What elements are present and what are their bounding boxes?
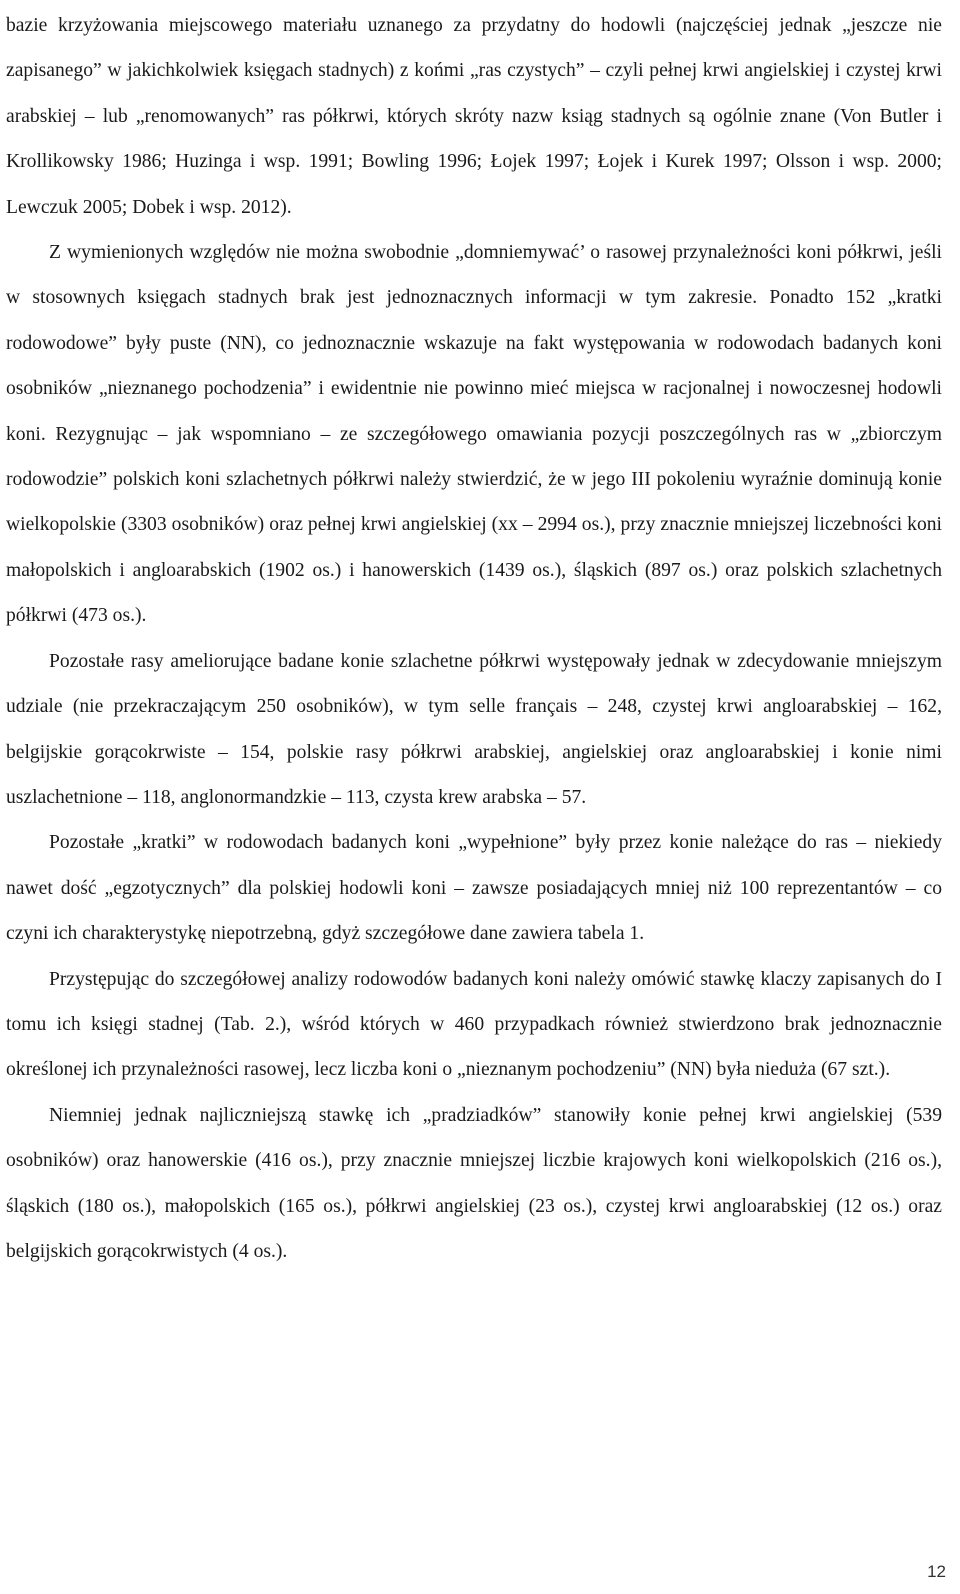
paragraph-breed-affiliation: Z wymienionych względów nie można swobodnie „domniemywać’ o rasowej przynależności koni półkrwi, jeśli w stosownych księgach stadnych brak jest jednoznacznych informacji w tym zakresie. Ponadto 152 „kratki rodowodowe” były puste (NN), co jednoznacznie wskazuje na fakt występowania w rodowodach badanych koni osobników „nieznanego pochodzenia” i ewidentnie nie powinno mieć miejsca w racjonalnej i nowoczesnej hodowli koni. Rezygnując – jak wspomniano – ze szczegółowego omawiania pozycji poszczególnych ras w „zbiorczym rodowodzie” polskich koni szlachetnych półkrwi należy stwierdzić, że w jego III pokoleniu wyraźnie dominują konie wielkopolskie (3303 osobników) oraz pełnej krwi angielskiej (xx – 2994 os.), przy znacznie mniejszej liczebności koni małopolskich i angloarabskich (1902 os.) i hanowerskich (1439 os.), śląskich (897 os.) oraz polskich szlachetnych półkrwi (473 os.). bbox=[6, 242, 942, 627]
paragraph-other-breeds: Pozostałe rasy ameliorujące badane konie szlachetne półkrwi występowały jednak w zdecydowanie mniejszym udziale (nie przekraczającym 250 osobników), w tym selle français – 248, czystej krwi angloarabskiej – 162, belgijskie gorącokrwiste – 154, polskie rasy półkrwi arabskiej, angielskiej oraz angloarabskiej i konie nimi uszlachetnione – 118, anglonormandzkie – 113, czysta krew arabska – 57. bbox=[6, 650, 942, 808]
paragraph-great-grandsires: Niemniej jednak najliczniejszą stawkę ich „pradziadków” stanowiły konie pełnej krwi angielskiej (539 osobników) oraz hanowerskie (416 os.), przy znacznie mniejszej liczbie krajowych koni wielkopolskich (216 os.), śląskich (180 os.), małopolskich (165 os.), półkrwi angielskiej (23 os.), czystej krwi angloarabskiej (12 os.) oraz belgijskich gorącokrwistych (4 os.). bbox=[6, 1104, 942, 1262]
paragraph-continuation: bazie krzyżowania miejscowego materiału uznanego za przydatny do hodowli (najczęściej jednak „jeszcze nie zapisanego” w jakichkolwiek księgach stadnych) z końmi „ras czystych” – czyli pełnej krwi angielskiej i czystej krwi arabskiej – lub „renomowanych” ras półkrwi, których skróty nazw ksiąg stadnych są ogólnie znane (Von Butler i Krollikowsky 1986; Huzinga i wsp. 1991; Bowling 1996; Łojek 1997; Łojek i Kurek 1997; Olsson i wsp. 2000; Lewczuk 2005; Dobek i wsp. 2012). bbox=[6, 15, 942, 218]
paragraph-exotic-breeds: Pozostałe „kratki” w rodowodach badanych koni „wypełnione” były przez konie należące do ras – niekiedy nawet dość „egzotycznych” dla polskiej hodowli koni – zawsze posiadających mniej niż 100 reprezentantów – co czyni ich charakterystykę niepotrzebną, gdyż szczegółowe dane zawiera tabela 1. bbox=[6, 832, 942, 945]
document-page bbox=[6, 0, 942, 1274]
paragraph-mares-analysis: Przystępując do szczegółowej analizy rodowodów badanych koni należy omówić stawkę klaczy zapisanych do I tomu ich księgi stadnej (Tab. 2.), wśród których w 460 przypadkach również stwierdzono brak jednoznacznie określonej ich przynależności rasowej, lecz liczba koni o „nieznanym pochodzeniu” (NN) była nieduża (67 szt.). bbox=[6, 968, 942, 1081]
page-number: 12 bbox=[927, 1562, 946, 1581]
